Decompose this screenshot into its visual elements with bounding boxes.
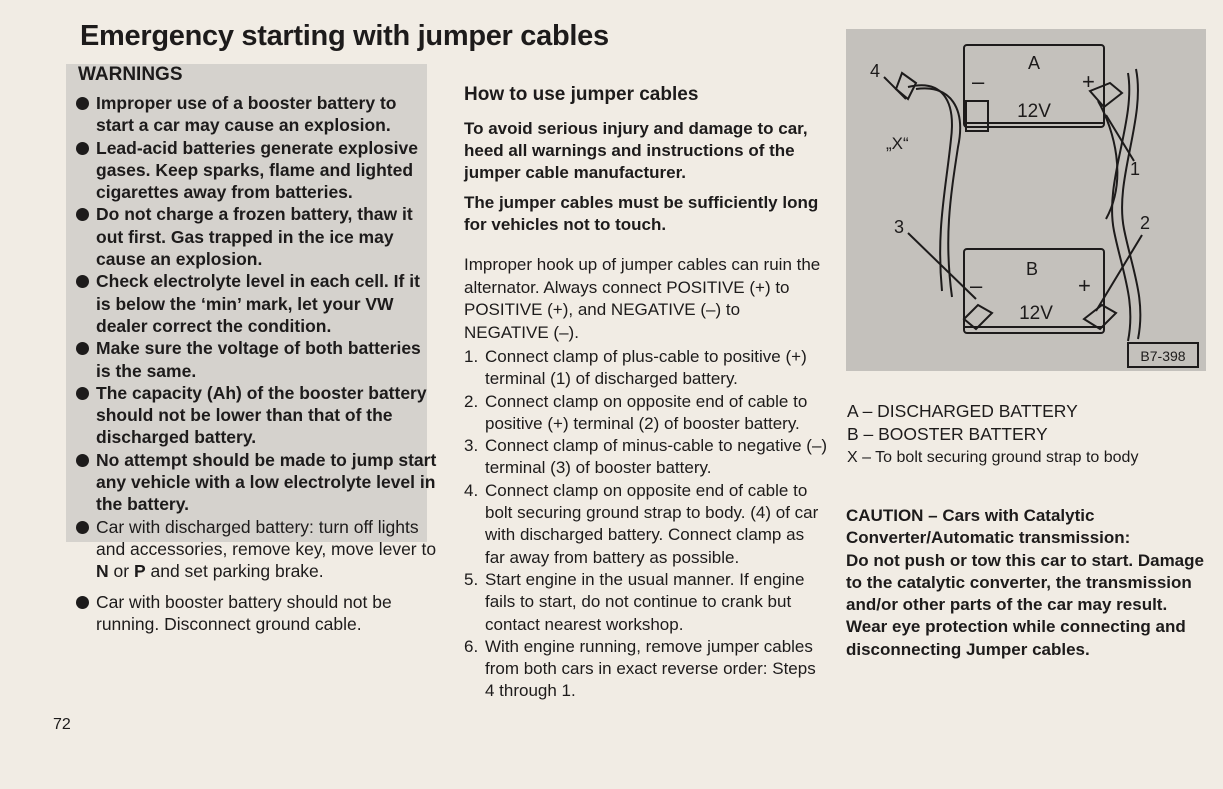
warnings-list	[74, 92, 439, 635]
warning-item: Do not charge a frozen battery, thaw it out first. Gas trapped in the ice may cause an explosion.	[74, 203, 439, 270]
note-text: Car with discharged battery: turn off lights and accessories, remove key, move lever to	[96, 516, 437, 559]
step-text: Start engine in the usual manner. If engine fails to start, do not continue to crank but contact nearest workshop.	[485, 569, 805, 634]
warning-item: No attempt should be made to jump start any vehicle with a low electrolyte level in the battery.	[74, 449, 439, 516]
page-title: Emergency starting with jumper cables	[80, 20, 609, 52]
step-text: Connect clamp on opposite end of cable to bolt securing ground strap to body. (4) of car with discharged battery. Connect clamp as far away from battery as possible.	[485, 480, 819, 567]
step-number: 1.	[464, 347, 479, 366]
how-to-heading: How to use jumper cables	[464, 84, 699, 105]
battery-a-voltage: 12V	[1017, 101, 1051, 122]
callout-2: 2	[1140, 213, 1151, 233]
step-item	[464, 480, 828, 569]
jumper-cable-diagram	[846, 29, 1206, 371]
plus-cable	[1122, 69, 1140, 339]
battery-b-voltage: 12V	[1019, 303, 1053, 324]
battery-a-minus: –	[972, 69, 985, 94]
battery-b-label: B	[1025, 259, 1039, 279]
polarity-paragraph: Improper hook up of jumper cables can ruin the alternator. Always connect POSITIVE (+) to POSITIVE (+), and NEGATIVE (–) to NEGATIVE (–).	[464, 255, 821, 342]
note-booster-car: Car with booster battery should not be running. Disconnect ground cable.	[74, 591, 439, 636]
step-text: Connect clamp of minus-cable to negative (–) terminal (3) of booster battery.	[485, 436, 828, 478]
callout-4-leader	[884, 77, 906, 99]
gear-n-label: N	[96, 561, 109, 582]
steps-list	[464, 346, 828, 703]
step-item	[464, 391, 828, 436]
step-number: 6.	[464, 636, 479, 656]
caution-block	[846, 505, 1208, 661]
figure-code: B7-398	[1140, 348, 1186, 364]
note-text: or	[108, 561, 134, 582]
clamp-2	[1084, 305, 1116, 329]
warning-item: Check electrolyte level in each cell. If it is below the ‘min’ mark, let your VW dealer correct the condition.	[74, 270, 439, 337]
callout-1: 1	[1130, 159, 1141, 179]
caution-text: Do not push or tow this car to start. Damage to the catalytic converter, the transmission and/or other parts of the car may result.	[846, 550, 1204, 615]
battery-a-label: A	[1027, 53, 1041, 73]
eye-protection-text: Wear eye protection while connecting and disconnecting Jumper cables.	[846, 617, 1186, 659]
cable-length-paragraph: The jumper cables must be sufficiently long for vehicles not to touch.	[464, 193, 819, 234]
step-number: 2.	[464, 391, 479, 411]
callout-x: „X“	[886, 134, 909, 153]
step-item	[464, 636, 828, 703]
minus-cable	[908, 85, 952, 291]
page-number: 72	[53, 716, 71, 733]
legend-b: B – BOOSTER BATTERY	[847, 424, 1048, 444]
battery-a-plus: +	[1082, 69, 1095, 94]
caution-heading: CAUTION – Cars with Catalytic Converter/Automatic transmission:	[846, 506, 1131, 548]
warning-item: The capacity (Ah) of the booster battery should not be lower than that of the discharged battery.	[74, 382, 439, 449]
step-number: 4.	[464, 480, 479, 500]
step-text: With engine running, remove jumper cables from both cars in exact reverse order: Steps 4 through 1.	[485, 636, 816, 701]
gear-p-label: P	[133, 561, 146, 582]
battery-b-plus: +	[1078, 273, 1091, 298]
clamp-3	[964, 305, 992, 329]
warning-item: Make sure the voltage of both batteries is the same.	[74, 337, 439, 382]
note-text: and set parking brake.	[145, 561, 324, 582]
figure-legend	[847, 400, 1138, 469]
legend-x: X – To bolt securing ground strap to body	[847, 449, 1139, 466]
how-to-section	[464, 84, 828, 703]
note-discharged-car	[74, 516, 439, 583]
safety-paragraph: To avoid serious injury and damage to car, heed all warnings and instructions of the jumper cable manufacturer.	[464, 119, 808, 182]
step-text: Connect clamp on opposite end of cable to positive (+) terminal (2) of booster battery.	[485, 391, 808, 433]
battery-b-minus: –	[970, 273, 983, 298]
diagram-svg	[846, 29, 1206, 371]
callout-3: 3	[894, 217, 905, 237]
legend-a: A – DISCHARGED BATTERY	[847, 401, 1078, 421]
step-item	[464, 435, 828, 480]
minus-cable-edge	[916, 88, 960, 297]
callout-4: 4	[870, 61, 881, 81]
warning-item: Lead-acid batteries generate explosive gases. Keep sparks, flame and lighted cigarettes away from batteries.	[74, 137, 439, 204]
step-text: Connect clamp of plus-cable to positive (+) terminal (1) of discharged battery.	[485, 347, 807, 389]
step-number: 5.	[464, 569, 479, 589]
warning-item: Improper use of a booster battery to start a car may cause an explosion.	[74, 92, 439, 137]
step-item	[464, 346, 828, 391]
warnings-heading: WARNINGS	[78, 64, 183, 85]
step-item	[464, 569, 828, 636]
step-number: 3.	[464, 436, 479, 456]
